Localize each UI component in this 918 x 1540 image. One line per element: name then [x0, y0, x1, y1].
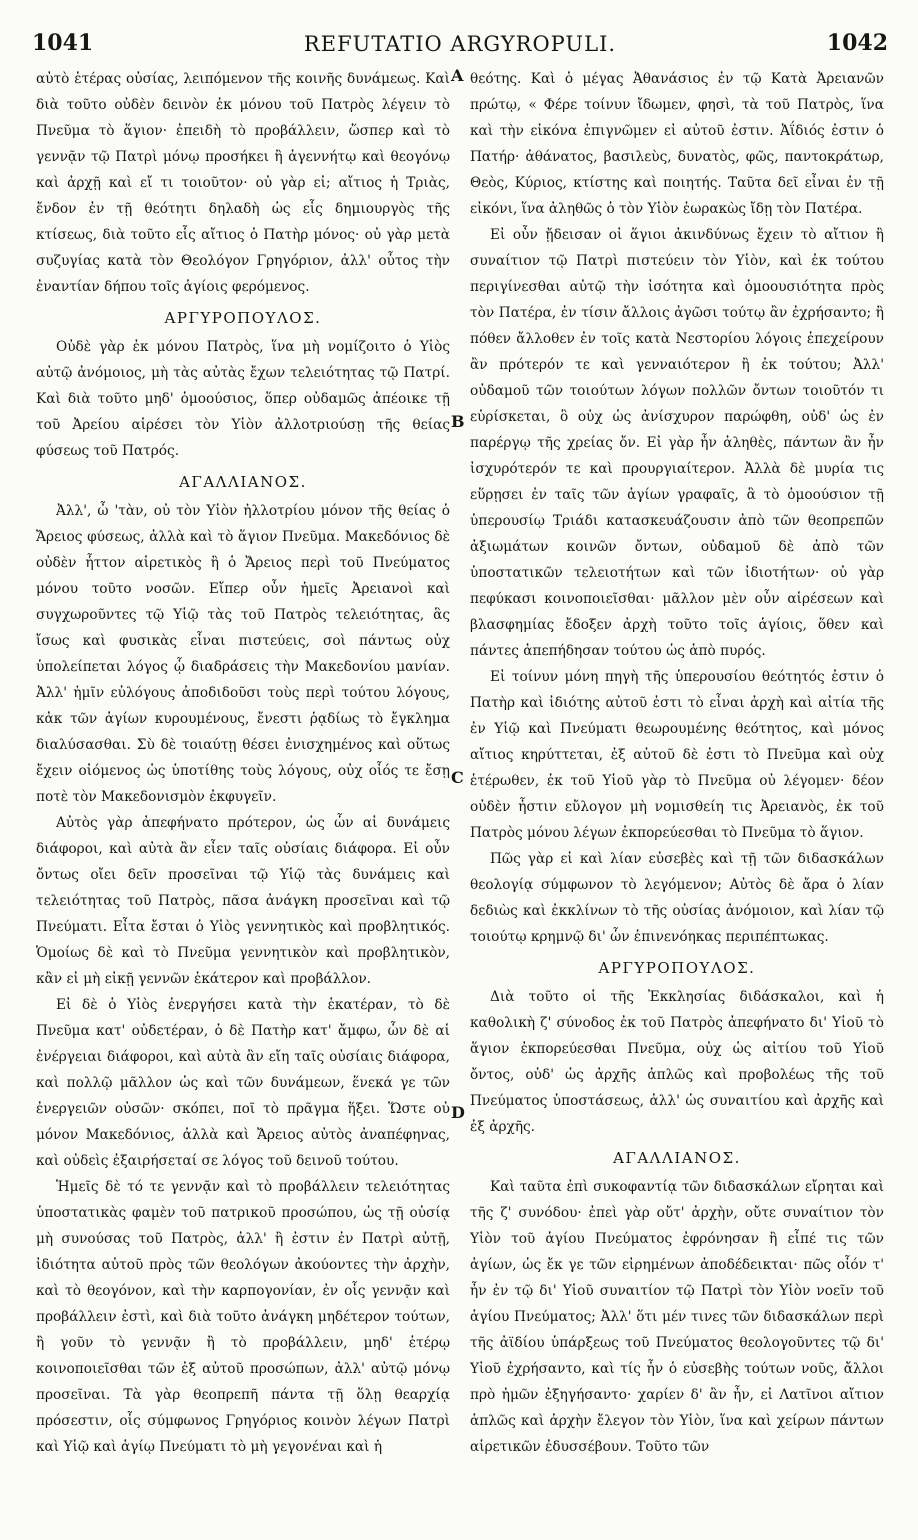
- paragraph: Πῶς γὰρ εἰ καὶ λίαν εὐσεβὲς καὶ τῇ τῶν διδασκάλων θεολογίᾳ σύμφωνον τὸ λεγόμενον; Αὐτὸς δὲ ἄρα ὁ λίαν δεδιὼς καὶ ἐκκλίνων τὸ τῆς οὐσίας ἀνόμοιον, καὶ λίαν τῷ τοιούτῳ κρημνῷ δι' ὧν ἐπινενόηκας περιπέπτωκας.: [470, 851, 884, 945]
- paragraph: Εἰ οὖν ᾔδεισαν οἱ ἅγιοι ἀκινδύνως ἔχειν τὸ αἴτιον ἢ συναίτιον τῷ Πατρὶ πιστεύειν τὸν Υἱὸν, καὶ ἐκ τούτου περιγίνεσθαι αὐτῷ τὴν ἰσότητα καὶ ὁμοουσιότητα πρὸς τὸν Πατέρα, ἐν τίσιν ἄλλοις ἀγῶσι τούτῳ ἂν ἐχρήσαντο; ἢ πόθεν ἄλλοθεν ἐν τοῖς κατὰ Νεστορίου λόγοις ἐπεχείρουν ἂν πρότερόν τε καὶ γενναιότερον ἢ ἐκ τούτου; Ἀλλ' οὐδαμοῦ τῶν τοιούτων λόγων πολλῶν ὄντων τοιοῦτόν τι εὑρίσκεται, ὃ οὐχ ὡς ἀνίσχυρον παρώφθη, οὐδ' ὡς ἐν παρέργῳ τῆς χρείας ὄν. Εἰ γὰρ ἦν ἀληθὲς, πάντων ἂν ἦν ἰσχυρότερόν τε καὶ προυργιαίτερον. Ἀλλὰ δὲ μυρία τις εὕρῃσει ἐν ταῖς τῶν ἁγίων γραφαῖς, ἃ τὸ ὁμοούσιον τῇ ὑπερουσίῳ Τριάδι κατασκευάζουσιν ἀπὸ τῶν θεοπρεπῶν ἀξιωμάτων κοινῶν ὄντων, οὐδαμοῦ δὲ ἀπὸ τῶν ὑποστατικῶν τελειοτήτων καὶ τῶν ἰδιοτήτων· οὐ γὰρ πεφύκασι κοινοποιεῖσθαι· μᾶλλον μὲν οὖν αἱρέσεων καὶ βλασφημίας ἔδοξεν ἀρχὴ τοῦτο τοῖς ἁγίοις, ὅθεν καὶ πάντες ἀπεπήδησαν τούτου ὡς ἀπὸ πυρός.: [470, 227, 884, 659]
- paragraph: θεότης. Καὶ ὁ μέγας Ἀθανάσιος ἐν τῷ Κατὰ Ἀρειανῶν πρώτῳ, « Φέρε τοίνυν ἴδωμεν, φησὶ, τὰ τοῦ Πατρὸς, ἵνα καὶ τὴν εἰκόνα ἐπιγνῶμεν εἰ αὐτοῦ ἐστιν. Ἀΐδιός ἐστιν ὁ Πατήρ· ἀθάνατος, βασιλεὺς, δυνατὸς, φῶς, παντοκράτωρ, Θεὸς, Κύριος, κτίστης καὶ ποιητής. Ταῦτα δεῖ εἶναι ἐν τῇ εἰκόνι, ἵνα ἀληθῶς ὁ τὸν Υἱὸν ἑωρακὼς ἴδῃ τὸν Πατέρα.: [470, 71, 884, 217]
- page-header: [30, 30, 890, 58]
- paragraph: Καὶ ταῦτα ἐπὶ συκοφαντίᾳ τῶν διδασκάλων εἴρηται καὶ τῆς ζ' συνόδου· ἐπεὶ γὰρ οὔτ' ἀρχὴν, οὔτε συναίτιον τὸν Υἱὸν τοῦ ἁγίου Πνεύματος ἐφρόνησαν ἢ εἶπέ τις τῶν ἁγίων, ὡς ἔκ γε τῶν εἰρημένων ἀποδέδεικται· πῶς οἷόν τ' ἦν ἐν τῷ δι' Υἱοῦ συναιτίον τῷ Πατρὶ τὸν Υἱὸν νοεῖν τοῦ ἁγίου Πνεύματος; Ἀλλ' ὅτι μέν τινες τῶν διδασκάλων περὶ τῆς ἀϊδίου ὑπάρξεως τοῦ Πνεύματος θεολογοῦντες τῷ δι' Υἱοῦ ἐχρήσαντο, καὶ τίς ἦν ὁ εὐσεβὴς τούτων νοῦς, ἄλλοι πρὸ ἡμῶν ἐξηγήσαντο· χαρίεν δ' ἂν ἦν, εἰ Λατῖνοι αἴτιον ἁπλῶς καὶ ἀρχὴν ἔλεγον τὸν Υἱὸν, ἵνα καὶ χείρων πάντων αἱρετικῶν ἐδυσσέβουν. Τοῦτο τῶν: [470, 1179, 884, 1455]
- running-title: REFUTATIO ARGYROPULI.: [303, 32, 617, 56]
- paragraph: Ἀλλ', ὦ 'τὰν, οὐ τὸν Υἱὸν ἠλλοτρίου μόνον τῆς θείας ὁ Ἄρειος φύσεως, ἀλλὰ καὶ τὸ ἅγιον Πνεῦμα. Μακεδόνιος δὲ οὐδὲν ἧττον αἱρετικὸς ἢ ὁ Ἄρειος περὶ τοῦ Πνεύματος μόνου τοῦτο νοσῶν. Εἴπερ οὖν ἡμεῖς Ἀρειανοὶ καὶ συγχωροῦντες τῷ Υἱῷ τὰς τοῦ Πατρὸς τελειότητας, ἃς ἴσως καὶ φυσικὰς εἶναι πιστεύεις, σοὶ πάντως οὐχ ὑπολείπεται λόγος ᾧ διαδράσεις τὴν Μακεδονίου μανίαν. Ἀλλ' ἡμῖν εὐλόγους ἀποδιδοῦσι τοὺς περὶ τούτου λόγους, κἀκ τῶν ἁγίων κυρουμένους, ἔνεστι ῥᾳδίως τὸ ἔγκλημα διαλύσασθαι. Σὺ δὲ τοιαύτῃ θέσει ἐνισχημένος καὶ οὕτως ἔχειν οἰόμενος ὡς ὑποτίθης τοὺς λόγους, οὐχ οἷός τε ἔσῃ ποτὲ τὸν Μακεδονισμὸν ἐκφυγεῖν.: [36, 503, 450, 805]
- speaker-heading: ΑΓΑΛΛΙΑΝΟΣ.: [179, 473, 307, 491]
- margin-marker-a: A: [451, 66, 464, 85]
- speaker-heading: ΑΡΓΥΡΟΠΟΥΛΟΣ.: [164, 309, 322, 327]
- margin-marker-b: B: [451, 412, 465, 431]
- paragraph: Ἡμεῖς δὲ τό τε γεννᾷν καὶ τὸ προβάλλειν τελειότητας ὑποστατικὰς φαμὲν τοῦ πατρικοῦ προσώπου, ὡς τῇ οὐσίᾳ μὴ συνούσας τοῦ Πατρὸς, ἀλλ' ἢ ἐστιν ἐν Πατρὶ αὐτῇ, ἰδιότητα αὐτοῦ πρὸς τῶν θεολόγων ἀκούοντες τὴν ἀρχὴν, καὶ τὸ θεογόνον, καὶ τὴν καρπογονίαν, ἐν οἷς γεννᾷν καὶ προβάλλειν ἐστὶ, καὶ διὰ τοῦτο ἀνάγκη μηδέτερον τούτων, ἢ γοῦν τὸ γεννᾷν ἢ τὸ προβάλλειν, μηδ' ἑτέρῳ κοινοποιεῖσθαι τῶν ἐξ αὐτοῦ προσώπων, ἀλλ' αὐτῷ μόνῳ προσεῖναι. Τὰ γὰρ θεοπρεπῆ πάντα τῇ ὅλῃ θεαρχίᾳ πρόσεστιν, οἷς σύμφωνος Γρηγόριος κοινὸν λέγων Πατρὶ καὶ Υἱῷ καὶ ἁγίῳ Πνεύματι τὸ μὴ γεγονέναι καὶ ἡ: [36, 1179, 450, 1455]
- margin-marker-c: C: [451, 768, 464, 787]
- paragraph: Οὐδὲ γὰρ ἐκ μόνου Πατρὸς, ἵνα μὴ νομίζοιτο ὁ Υἱὸς αὐτῷ ἀνόμοιος, μὴ τὰς αὐτὰς ἔχων τελειότητας τῷ Πατρί. Καὶ διὰ τοῦτο μηδ' ὁμοούσιος, ὅπερ οὐδαμῶς ἀπέοικε τῇ τοῦ Ἀρείου αἱρέσει τὸν Υἱὸν ἀλλοτριούσῃ τῆς θείας φύσεως τοῦ Πατρός.: [36, 339, 450, 459]
- paragraph: Εἰ τοίνυν μόνη πηγὴ τῆς ὑπερουσίου θεότητός ἐστιν ὁ Πατὴρ καὶ ἰδιότης αὐτοῦ ἐστι τὸ εἶναι ἀρχὴ καὶ αἰτία τῆς ἐν Υἱῷ καὶ Πνεύματι θεωρουμένης θεότητος, καὶ μόνος αἴτιος κηρύττεται, ἐξ αὐτοῦ δὲ ἐστι τὸ Πνεῦμα καὶ οὐχ ἑτέρωθεν, ἐκ τοῦ Υἱοῦ γὰρ τὸ Πνεῦμα οὐ λέγομεν· δέον οὐδὲν ἦστιν εὔλογον μὴ νομισθείη τις Ἀρειανὸς, ἐκ τοῦ Πατρὸς μόνου λέγων ἐκπορεύεσθαι τὸ Πνεῦμα τὸ ἅγιον.: [470, 669, 884, 841]
- speaker-heading: ΑΡΓΥΡΟΠΟΥΛΟΣ.: [598, 959, 756, 977]
- page-number-left: 1041: [32, 30, 94, 56]
- paragraph: Διὰ τοῦτο οἱ τῆς Ἐκκλησίας διδάσκαλοι, καὶ ἡ καθολικὴ ζ' σύνοδος ἐκ τοῦ Πατρὸς ἀπεφήνατο δι' Υἱοῦ τὸ ἅγιον ἐκπορεύεσθαι Πνεῦμα, οὐχ ὡς αἰτίου τοῦ Υἱοῦ ὄντος, οὐδ' ὡς ἀρχῆς ἁπλῶς καὶ προβολέως τῆς τοῦ Πνεύματος ὑποστάσεως, ἀλλ' ὡς συναιτίου καὶ ἀρχῆς καὶ ἐξ ἀρχῆς.: [470, 989, 884, 1135]
- speaker-heading: ΑΓΑΛΛΙΑΝΟΣ.: [613, 1149, 741, 1167]
- margin-marker-d: D: [451, 1103, 465, 1122]
- right-column: [470, 66, 884, 1526]
- page-number-right: 1042: [826, 30, 888, 56]
- paragraph: Εἰ δὲ ὁ Υἱὸς ἐνεργήσει κατὰ τὴν ἑκατέραν, τὸ δὲ Πνεῦμα κατ' οὐδετέραν, ὁ δὲ Πατὴρ κατ' ἄμφω, ὧν δὲ αἱ ἐνέργειαι διάφοροι, καὶ αὐτὰ ἂν εἴη ταῖς οὐσίαις διάφορα, καὶ πολλῷ μᾶλλον ὡς καὶ τῶν δυνάμεων, ἕνεκά γε τῶν ἐνεργειῶν οὐσῶν· σκόπει, ποῖ τὸ πρᾶγμα ἥξει. Ὥστε οὐ μόνον Μακεδόνιος, ἀλλὰ καὶ Ἄρειος αὐτὸς ἀναπέφηνας, καὶ οὐδεὶς ἐξαιρήσεταί σε λόγος τοῦ δεινοῦ τούτου.: [36, 997, 450, 1169]
- paragraph: αὐτὸ ἑτέρας οὐσίας, λειπόμενον τῆς κοινῆς δυνάμεως. Καὶ διὰ τοῦτο οὐδὲν δεινὸν ἐκ μόνου τοῦ Πατρὸς λέγειν τὸ Πνεῦμα τὸ ἅγιον· ἐπειδὴ τὸ προβάλλειν, ὥσπερ καὶ τὸ γεννᾷν τῷ Πατρὶ μόνῳ προσήκει ἢ ἀγεννήτῳ καὶ θεογόνῳ καὶ ἀρχῇ καὶ εἴ τι τοιοῦτον· οὐ γὰρ εἰ; αἴτιος ἡ Τριὰς, ἔνδον ἐν τῇ θεότητι δηλαδὴ ὡς εἷς δημιουργὸς τῆς κτίσεως, διὰ τοῦτο εἷς αἴτιος ὁ Πατὴρ μόνος· οὐ γὰρ μετὰ συζυγίας κατὰ τὸν Θεολόγον Γρηγόριον, ἀλλ' οὗτος τὴν ἐναντίαν δήπου τοῖς ἁγίοις φερόμενος.: [36, 71, 450, 295]
- left-column: [36, 66, 450, 1526]
- paragraph: Αὐτὸς γὰρ ἀπεφήνατο πρότερον, ὡς ὧν αἱ δυνάμεις διάφοροι, καὶ αὐτὰ ἂν εἶεν ταῖς οὐσίαις διάφορα. Εἰ οὖν ὄντως οἴει δεῖν προσεῖναι τῷ Υἱῷ τὰς δυνάμεις καὶ τελειότητας τοῦ Πατρὸς, πᾶσα ἀνάγκη προσεῖναι καὶ τῷ Πνεύματι. Εἶτα ἔσται ὁ Υἱὸς γεννητικὸς καὶ προβλητικός. Ὁμοίως δὲ καὶ τὸ Πνεῦμα γεννητικὸν καὶ προβλητικὸν, κἂν εἰ μὴ εἰκῇ γεννῶν ἑκάτερον καὶ προβάλλον.: [36, 815, 450, 987]
